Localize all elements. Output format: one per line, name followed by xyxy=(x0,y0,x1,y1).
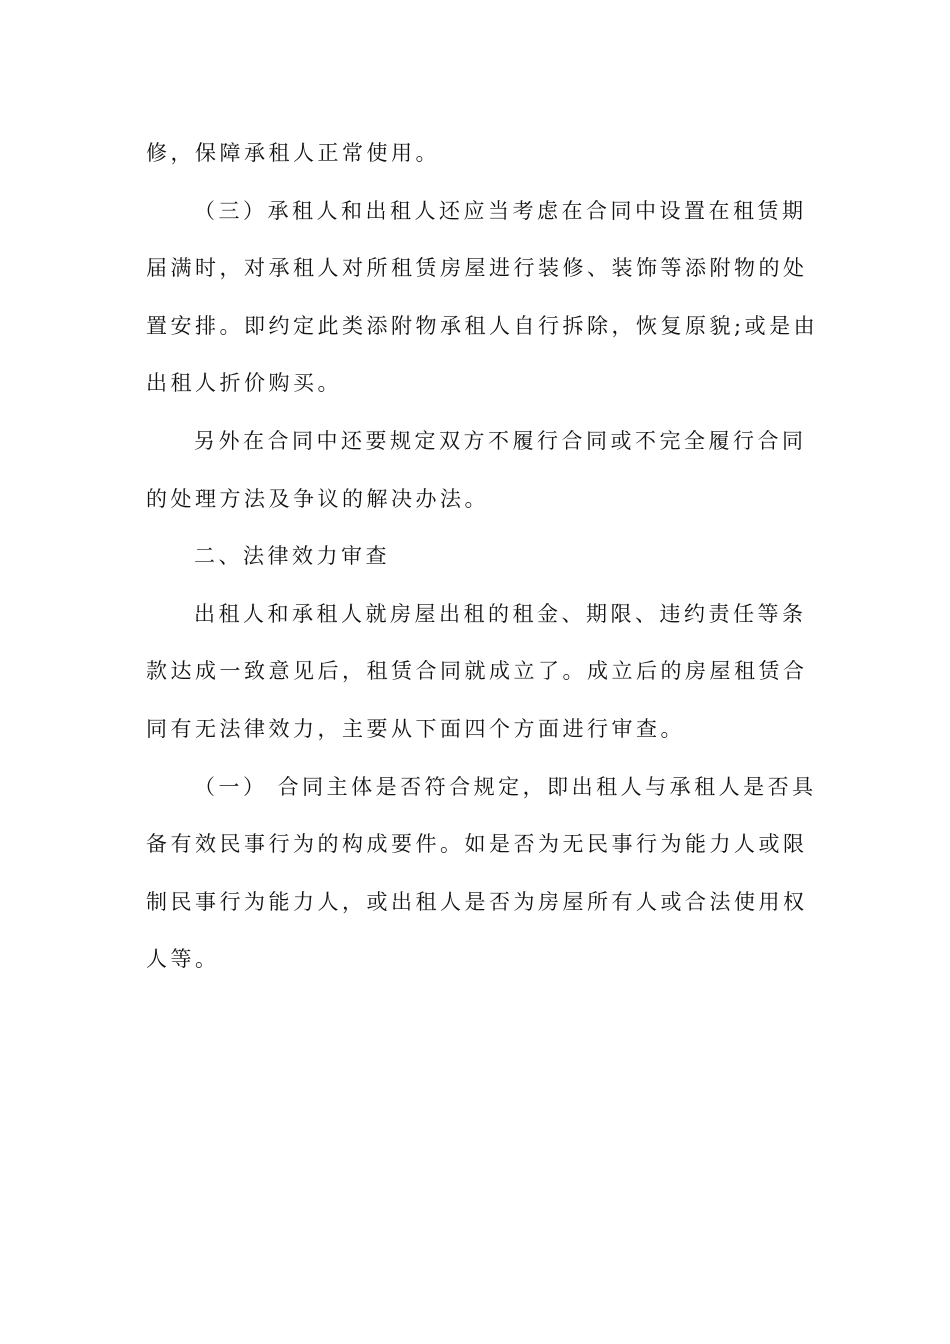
section-heading: 二、法律效力审查 xyxy=(194,544,390,569)
paragraph-line: 备有效民事行为的构成要件。如是否为无民事行为能力人或限 xyxy=(146,832,808,857)
paragraph-line: 另外在合同中还要规定双方不履行合同或不完全履行合同 xyxy=(194,428,807,453)
paragraph-line: 出租人和承租人就房屋出租的租金、期限、违约责任等条 xyxy=(194,601,807,626)
paragraph-line: 置安排。即约定此类添附物承租人自行拆除，恢复原貌;或是由 xyxy=(146,313,819,338)
paragraph-line: 制民事行为能力人，或出租人是否为房屋所有人或合法使用权 xyxy=(146,889,808,914)
paragraph-line: 的处理方法及争议的解决办法。 xyxy=(146,486,489,511)
paragraph-line: 出租人折价购买。 xyxy=(146,371,342,396)
paragraph-line: （一） 合同主体是否符合规定，即出租人与承租人是否具 xyxy=(194,774,817,799)
paragraph-line: 人等。 xyxy=(146,947,220,972)
paragraph-line: 届满时，对承租人对所租赁房屋进行装修、装饰等添附物的处 xyxy=(146,256,808,281)
paragraph-line: 修，保障承租人正常使用。 xyxy=(146,141,440,165)
body-text xyxy=(146,132,819,996)
paragraph-line: （三）承租人和出租人还应当考虑在合同中设置在租赁期 xyxy=(194,198,807,223)
paragraph-line: 款达成一致意见后，租赁合同就成立了。成立后的房屋租赁合 xyxy=(146,659,808,684)
paragraph-line: 同有无法律效力，主要从下面四个方面进行审查。 xyxy=(146,716,685,741)
